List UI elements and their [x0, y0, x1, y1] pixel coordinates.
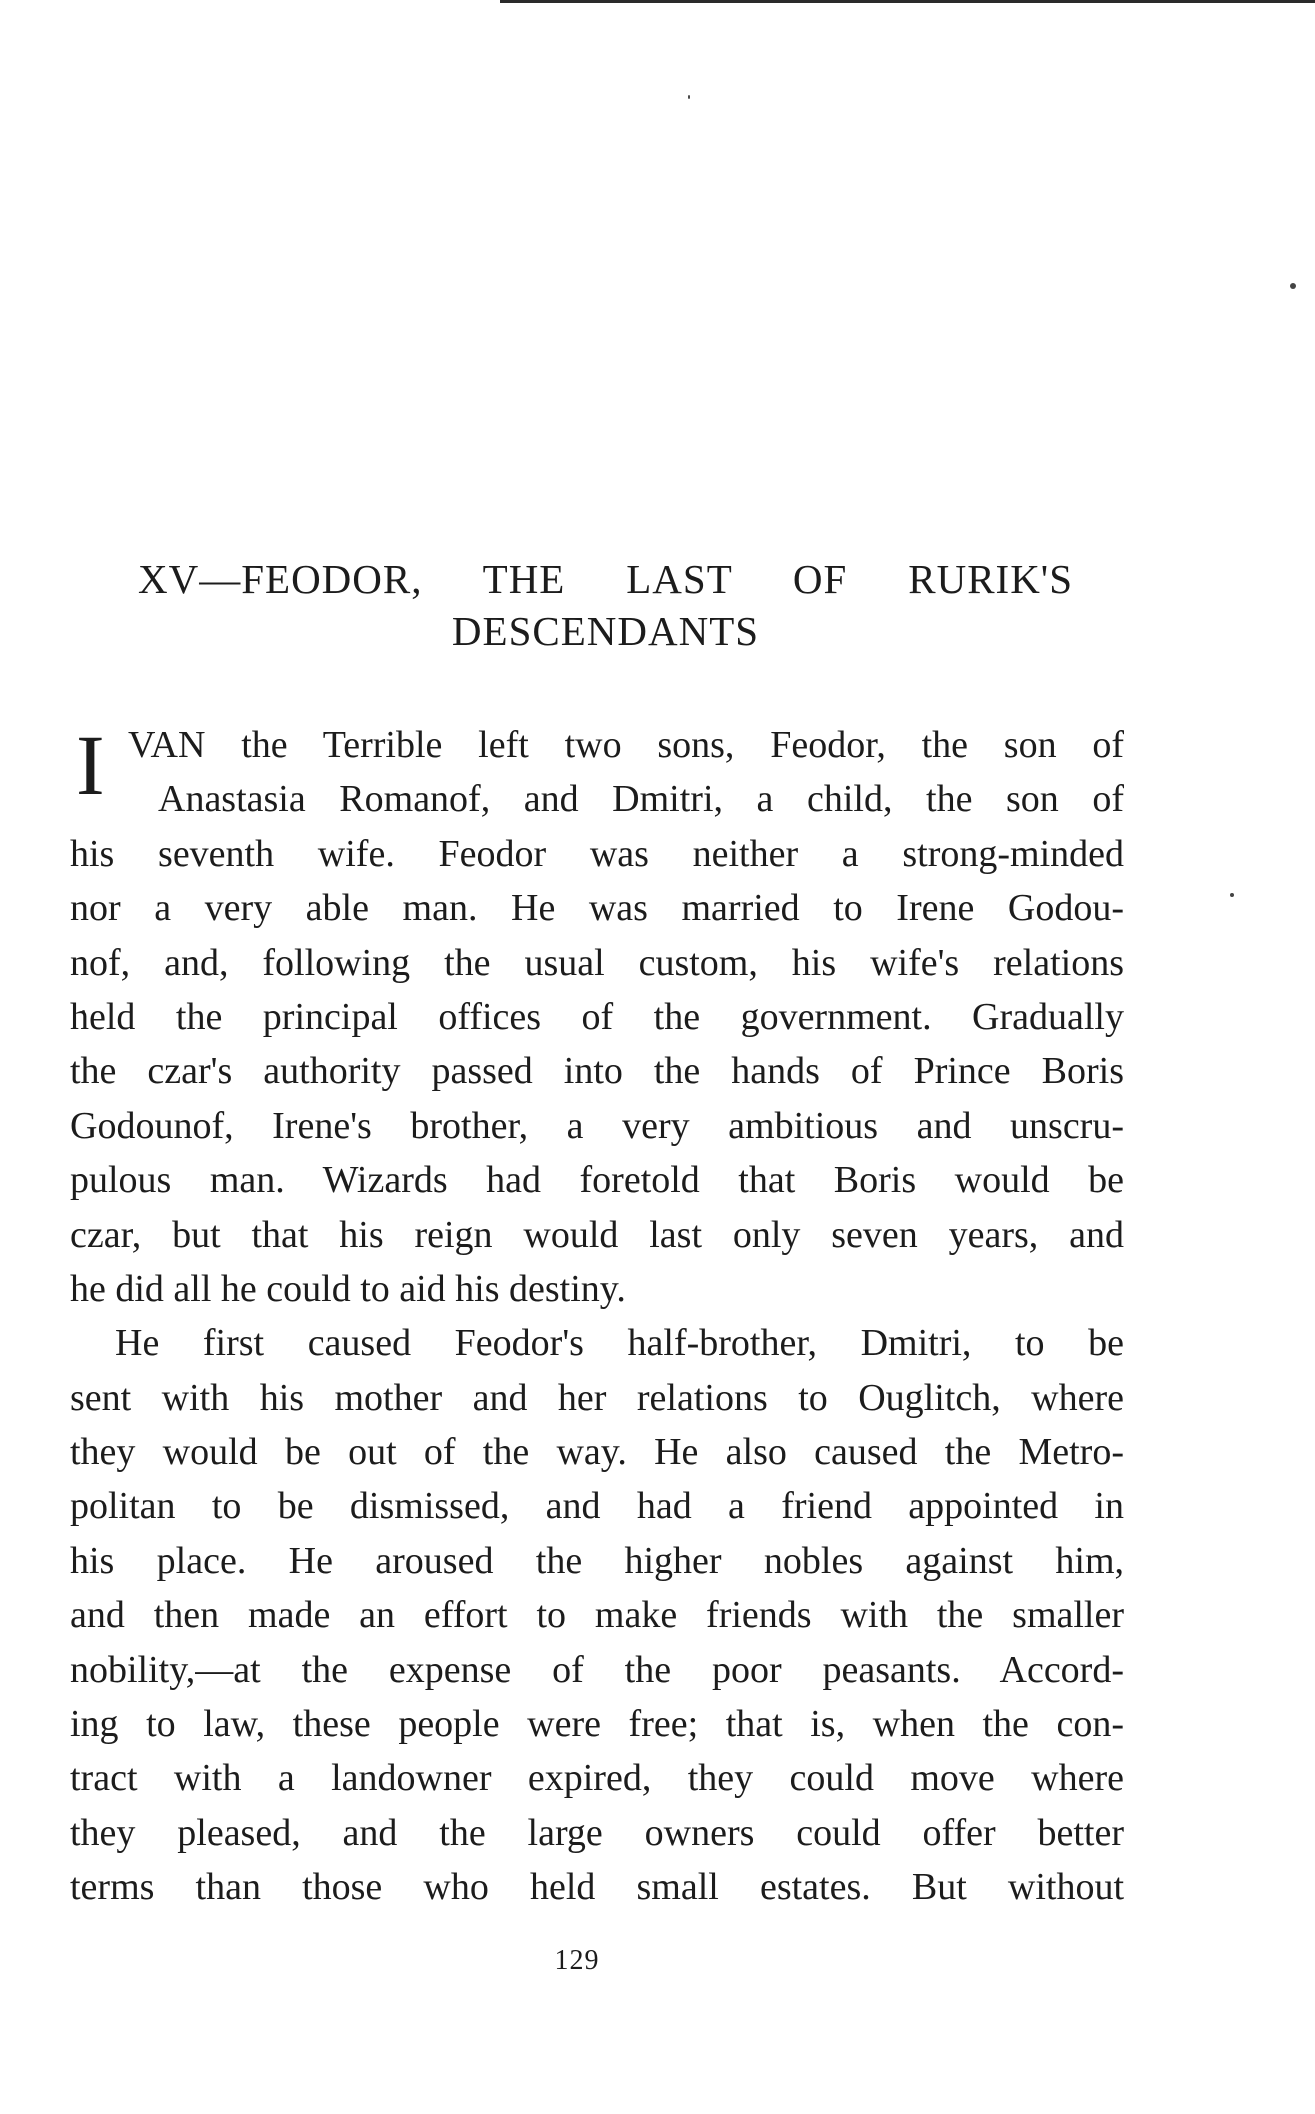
chapter-title-line-2: DESCENDANTS [451, 608, 760, 654]
text-line: his place. He aroused the higher nobles against him, [70, 1539, 1124, 1582]
text-line: politan to be dismissed, and had a friend appointed in [70, 1485, 1124, 1528]
text-line: pulous man. Wizards had foretold that Boris would be [70, 1159, 1124, 1202]
text-line: ing to law, these people were free; that is, when the con- [70, 1703, 1124, 1746]
text-line: they would be out of the way. He also caused the Metro- [70, 1431, 1124, 1474]
page-number: 129 [554, 1945, 600, 1976]
text-line: his seventh wife. Feodor was neither a strong-minded [70, 832, 1124, 875]
text-line: nobility,—at the expense of the poor peasants. Accord- [70, 1648, 1124, 1691]
text-line: he did all he could to aid his destiny. [70, 1267, 626, 1310]
text-line: nof, and, following the usual custom, his wife's relations [70, 941, 1124, 984]
chapter-title-line-1: XV—FEODOR, THE LAST OF RURIK'S [138, 556, 1073, 602]
drop-cap: I [76, 717, 105, 813]
text-line: held the principal offices of the government. Gradually [70, 995, 1124, 1038]
text-line: Anastasia Romanof, and Dmitri, a child, the son of [158, 778, 1124, 821]
text-line: sent with his mother and her relations to Ouglitch, where [70, 1376, 1124, 1419]
chapter-heading [138, 553, 1073, 657]
text-line: and then made an effort to make friends with the smaller [70, 1594, 1124, 1637]
top-edge-rule [500, 0, 1315, 3]
scan-speck [1230, 893, 1234, 897]
paragraph-1 [70, 718, 1124, 1316]
text-line: VAN the Terrible left two sons, Feodor, the son of [128, 724, 1124, 766]
text-line: Godounof, Irene's brother, a very ambitious and unscru- [70, 1104, 1124, 1147]
text-line: they pleased, and the large owners could offer better [70, 1811, 1124, 1854]
text-line: the czar's authority passed into the hands of Prince Boris [70, 1050, 1124, 1093]
scan-speck [1290, 283, 1296, 289]
text-line: tract with a landowner expired, they could move where [70, 1757, 1124, 1800]
text-line: nor a very able man. He was married to Irene Godou- [70, 887, 1124, 930]
text-line: terms than those who held small estates. But without [70, 1866, 1124, 1909]
scan-speck [688, 95, 690, 99]
text-line: czar, but that his reign would last only seven years, and [70, 1213, 1124, 1256]
paragraph-2 [70, 1316, 1124, 1914]
text-line: He first caused Feodor's half-brother, Dmitri, to be [115, 1322, 1124, 1365]
body-text [70, 718, 1124, 1915]
